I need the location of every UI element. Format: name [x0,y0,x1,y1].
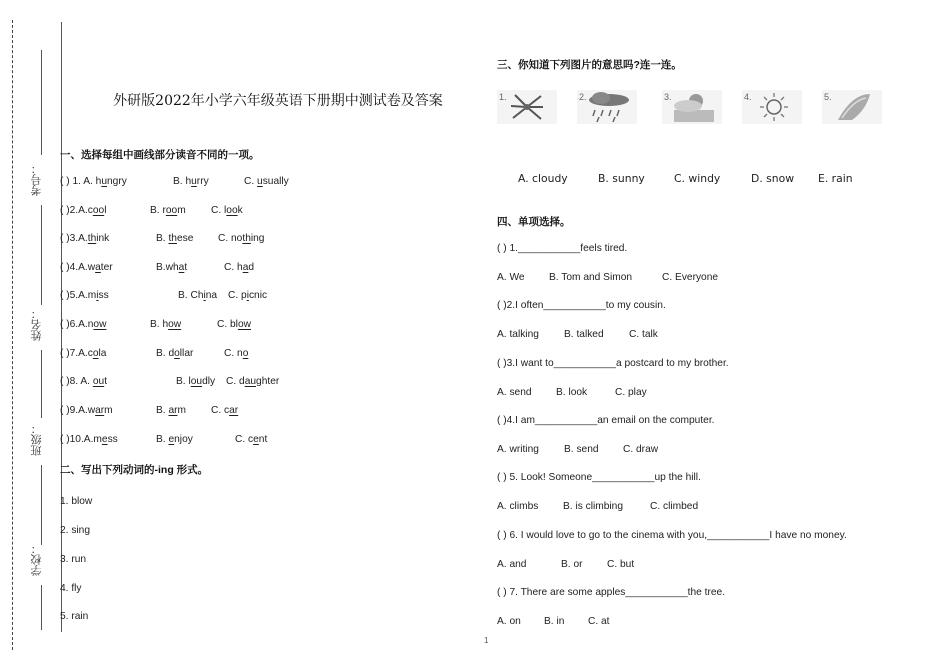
option-text: B. [156,434,169,445]
phonics-option [150,205,186,216]
option-text: C. n [224,348,243,359]
option-text: ( )5.A.m [60,290,97,301]
phonics-option [60,233,109,244]
phonics-option [224,262,254,273]
page-number: 1 [484,636,489,645]
option-text: ngry [107,176,127,187]
fill-line-bottom [41,585,42,630]
underlined-letters: e [253,434,259,445]
question-stem: ( ) 6. I would love to go to the cinema with you,___________I have no money. [497,529,847,541]
phonics-option [156,233,193,244]
answer-option: C. talk [629,329,658,341]
picture-number: 4. [744,92,752,102]
option-text: B. [156,233,169,244]
underlined-letters: a [95,262,101,273]
option-text: C. d [226,376,245,387]
answer-option: B. in [544,615,565,627]
underlined-letters: i [96,290,99,301]
phonics-option [60,319,106,330]
option-text: ( )2.A.c [60,205,93,216]
answer-option: A. on [497,615,521,627]
option-text: ( )4.A.w [60,262,96,273]
phonics-option [178,290,217,301]
underlined-letters: u [257,176,263,187]
answer-option: A. climbs [497,501,539,513]
option-text: d [248,262,255,273]
option-text: sually [262,176,289,187]
underlined-letters: u [101,176,108,187]
question-stem: ( ) 1.___________feels tired. [497,243,628,254]
underlined-letters: ow [237,319,251,330]
answer-option: B. or [561,558,583,570]
option-text: ( )6.A.n [60,319,94,330]
option-text: C. c [235,434,254,445]
underlined-letters: i [203,290,206,301]
underlined-letters: o [174,348,180,359]
underlined-letters: oo [165,205,178,216]
option-text: C. bl [217,319,238,330]
cut-line [12,20,13,650]
question-stem: ( )3.I want to___________a postcard to my brother. [497,357,729,369]
picture-option: C. windy [674,172,721,185]
answer-option: B. is climbing [563,501,624,513]
phonics-option [60,262,113,273]
underlined-letters: ar [168,405,178,416]
phonics-option [150,319,181,330]
option-text: C. p [228,290,247,301]
page-title: 外研版2022年小学六年级英语下册期中测试卷及答案 [113,93,443,109]
phonics-option [235,434,267,445]
option-text: ( ) 1. A. h [60,176,102,187]
underlined-letters: u [191,176,197,187]
fill-line-name-top [41,205,42,305]
option-text: ter [100,262,113,273]
underlined-letters: o [92,348,99,359]
phonics-option [173,176,209,187]
option-text: C. l [211,205,227,216]
picture-number: 1. [499,92,507,102]
ing-item: 4. fly [60,583,82,594]
answer-option: C. play [615,386,647,398]
underlined-letters: ow [168,319,182,330]
underlined-letters: o [242,348,249,359]
picture-5 [822,90,882,124]
option-text: B. Ch [178,290,204,301]
option-text: nt [258,434,268,445]
answer-option: B. Tom and Simon [549,272,633,283]
picture-strip [497,90,869,124]
option-text: ( )8. A. [60,376,93,387]
option-text: k [237,205,243,216]
option-text: ghter [256,376,280,387]
option-text: C. [244,176,258,187]
phonics-option [176,376,215,387]
answer-option: A. talking [497,329,539,341]
question-stem: ( ) 7. There are some apples___________the tree. [497,586,726,598]
underlined-letters: ou [92,376,105,387]
underlined-letters: a [242,262,249,273]
option-text: B. h [173,176,192,187]
option-text: C. h [224,262,243,273]
picture-3 [662,90,722,124]
option-text: ink [96,233,110,244]
option-text: ( )9.A.w [60,405,96,416]
phonics-option [224,348,248,359]
phonics-option [226,376,279,387]
phonics-option [60,405,113,416]
phonics-option [244,176,289,187]
option-text: m [177,205,186,216]
question-stem: ( )4.I am___________an email on the computer. [497,414,715,426]
answer-option: B. look [556,386,588,398]
option-text: ( )3.A. [60,233,88,244]
ing-item: 5. rain [60,611,89,622]
option-text: B. d [156,348,175,359]
phonics-option [217,319,251,330]
label-exam-no: 考号： [30,163,43,197]
option-text: ss [98,290,109,301]
underlined-letters: a [178,262,185,273]
ing-item: 2. sing [60,525,91,536]
ing-item: 1. blow [60,496,93,507]
picture-number: 2. [579,92,587,102]
underlined-letters: e [101,434,108,445]
option-text: ( )7.A.c [60,348,93,359]
option-text: C. no [218,233,243,244]
phonics-option [156,434,193,445]
answer-option: C. at [588,615,610,627]
answer-option: A. and [497,558,527,570]
option-text: rry [196,176,209,187]
underlined-letters: ar [95,405,105,416]
ing-item: 3. run [60,554,87,565]
section4-heading: 四、单项选择。 [497,216,571,228]
underlined-letters: oo [92,205,105,216]
phonics-option [60,434,118,445]
option-text: na [205,290,218,301]
phonics-option [156,405,186,416]
option-text: ( )10.A.m [60,434,102,445]
phonics-option [60,176,127,187]
label-class: 班级： [30,423,43,457]
section2-heading: 二、写出下列动词的-ing 形式。 [60,464,209,476]
answer-option: C. climbed [650,501,699,513]
picture-2 [577,90,637,124]
section3-heading: 三、你知道下列图片的意思吗?连一连。 [497,59,682,71]
phonics-option [60,376,107,387]
fill-line-school [41,465,42,545]
question-stem: ( ) 5. Look! Someone___________up the hill. [497,472,701,484]
fill-line-exam-no [41,50,42,155]
option-text: m [104,405,113,416]
phonics-option [156,348,193,359]
label-name: 姓名： [30,308,43,342]
answer-option: A. We [497,272,525,283]
underlined-letters: ow [93,319,107,330]
option-text: cnic [248,290,268,301]
option-text: B. r [150,205,166,216]
answer-option: C. draw [623,443,659,455]
option-text: ing [250,233,265,244]
option-text: njoy [174,434,193,445]
option-text: ss [107,434,118,445]
underlined-letters: th [87,233,97,244]
question-stem: ( )2.I often___________to my cousin. [497,300,666,312]
underlined-letters: th [168,233,177,244]
phonics-option [211,405,238,416]
label-school: 学校： [30,543,43,577]
underlined-letters: ou [190,376,203,387]
answer-option: A. send [497,386,532,398]
binding-margin [0,0,72,671]
underlined-letters: au [244,376,257,387]
underlined-letters: oo [226,205,238,216]
answer-option: C. but [607,558,635,570]
underlined-letters: e [168,434,175,445]
option-text: ese [176,233,194,244]
option-text: t [184,262,188,273]
picture-option: B. sunny [598,172,645,185]
option-text: dly [202,376,216,387]
answer-option: B. send [564,443,599,455]
fill-line-class [41,350,42,418]
option-text: B. l [176,376,191,387]
option-text: llar [179,348,194,359]
option-text: l [104,205,107,216]
phonics-option [60,290,109,301]
picture-number: 3. [664,92,672,102]
option-text: m [177,405,187,416]
option-text: la [98,348,107,359]
underlined-letters: th [242,233,251,244]
picture-option: A. cloudy [518,172,568,185]
phonics-option [218,233,264,244]
option-text: B.wh [156,262,179,273]
option-text: t [104,376,108,387]
option-text: B. [156,405,169,416]
picture-option: E. rain [818,172,853,185]
section1-heading: 一、选择每组中画线部分读音不同的一项。 [60,149,260,161]
phonics-option [156,262,187,273]
phonics-option [211,205,243,216]
underlined-letters: ar [229,405,239,416]
phonics-option [228,290,267,301]
underlined-letters: i [246,290,249,301]
answer-option: C. Everyone [662,272,719,283]
phonics-option [60,348,106,359]
answer-option: A. writing [497,443,539,455]
picture-1 [497,90,557,124]
picture-number: 5. [824,92,832,102]
picture-option: D. snow [751,172,795,185]
picture-4 [742,90,802,124]
answer-option: B. talked [564,329,604,341]
option-text: C. c [211,405,230,416]
option-text: B. h [150,319,169,330]
phonics-option [60,205,106,216]
